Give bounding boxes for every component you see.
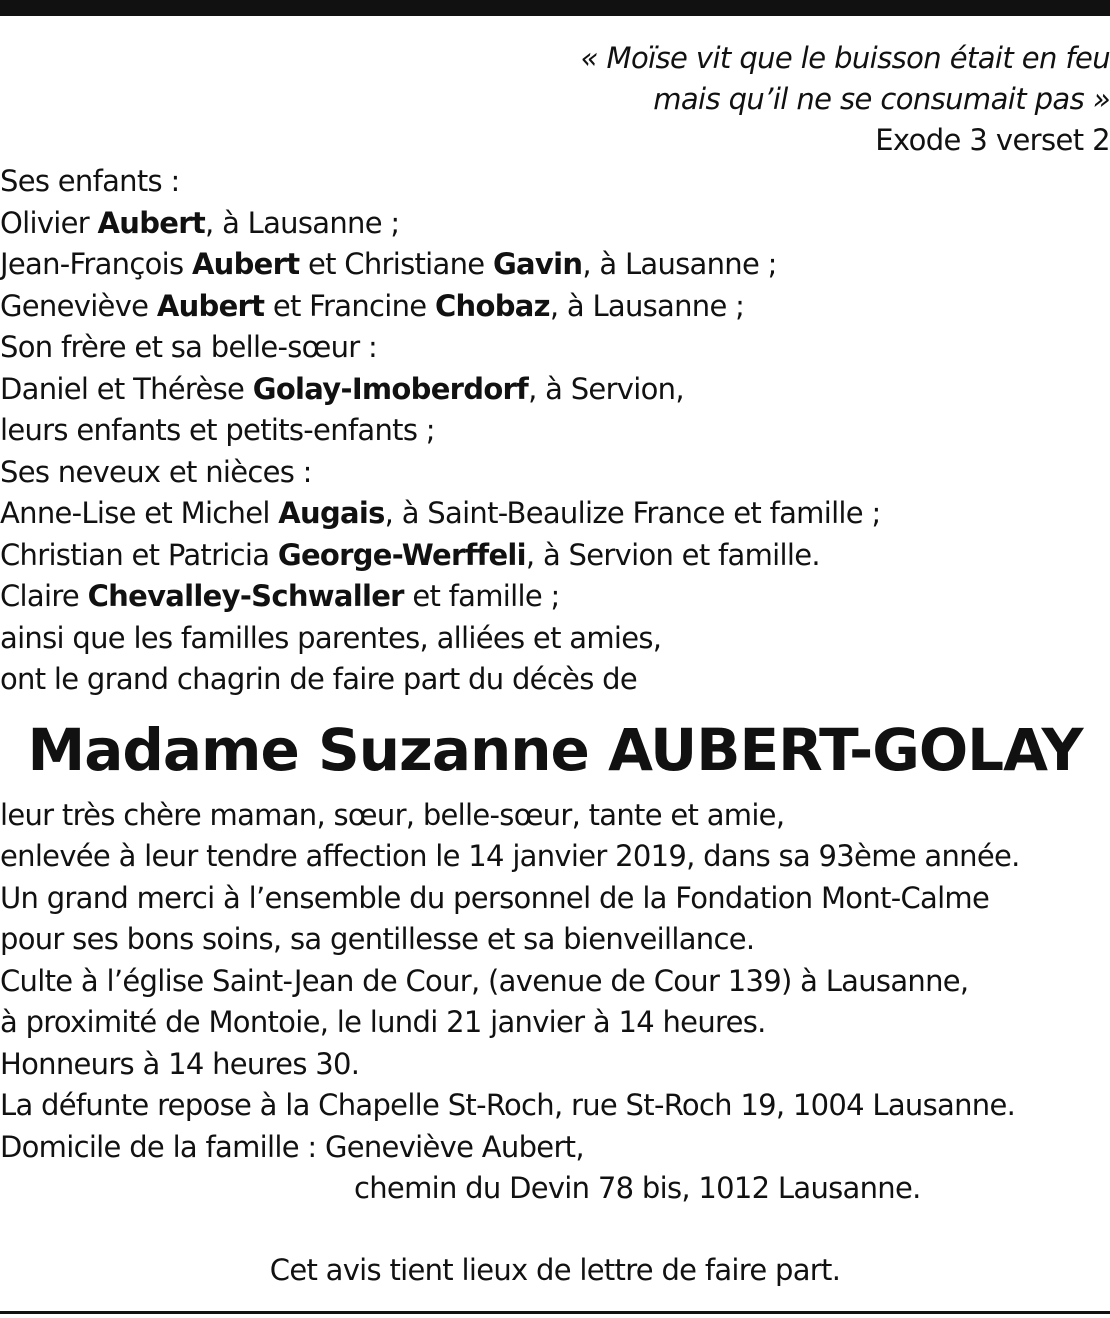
body-line: leur très chère maman, sœur, belle-sœur, tante et amie, [0,797,785,832]
text: Daniel et Thérèse [0,371,253,406]
obituary-notice [0,38,1110,1291]
text: et famille ; [403,579,560,613]
text: et Christiane [299,247,493,281]
text: , à Saint-Beaulize France et famille ; [384,496,881,530]
surname: Aubert [97,205,206,240]
surname: Chobaz [434,288,550,323]
body-line: Un grand merci à l’ensemble du personnel de la Fondation Mont-Calme [0,880,990,915]
epigraph [0,38,1110,161]
body-line: Domicile de la famille : Geneviève Aubert, [0,1129,584,1164]
family-line: ont le grand chagrin de faire part du décès de [0,662,637,696]
family-line [0,244,1110,286]
body-line: Honneurs à 14 heures 30. [0,1046,360,1081]
body-line: La défunte repose à la Chapelle St-Roch, rue St-Roch 19, 1004 Lausanne. [0,1088,1016,1122]
surname: Gavin [492,247,583,281]
body-line-address: chemin du Devin 78 bis, 1012 Lausanne. [354,1171,921,1205]
text: Anne-Lise et Michel [0,496,279,530]
family-line [0,286,1110,328]
nephews-heading: Ses neveux et nièces : [0,454,312,489]
family-line [0,576,1110,618]
bottom-rule [0,1311,1110,1314]
text: Claire [0,579,88,613]
family-line [0,369,1110,411]
surname: Golay-Imoberdorf [252,371,529,406]
surname: Chevalley-Schwaller [87,579,404,613]
text: Geneviève [0,288,157,323]
family-line [0,203,1110,245]
text: , à Servion et famille. [525,537,820,572]
epigraph-reference: Exode 3 verset 2 [875,123,1110,157]
surname: Aubert [156,288,265,323]
body-line: Culte à l’église Saint-Jean de Cour, (avenue de Cour 139) à Lausanne, [0,963,969,998]
deceased-name: Madame Suzanne AUBERT-GOLAY [27,715,1083,784]
text: et Francine [264,288,435,323]
text: Olivier [0,205,98,240]
body-line: pour ses bons soins, sa gentillesse et sa bienveillance. [0,922,755,956]
children-heading: Ses enfants : [0,164,180,198]
family-line [0,493,1110,535]
text: , à Lausanne ; [549,288,745,323]
text: , à Lausanne ; [205,205,400,240]
family-line [0,535,1110,577]
family-list [0,161,1110,701]
family-line: ainsi que les familles parentes, alliées et amies, [0,620,662,655]
text: , à Servion, [528,371,684,406]
notice-body [0,795,1110,1210]
epigraph-line-1: « Moïse vit que le buisson était en feu [580,41,1110,75]
family-line: leurs enfants et petits-enfants ; [0,413,435,447]
surname: Augais [278,496,385,530]
text: Christian et Patricia [0,537,278,572]
surname: George-Werffeli [277,537,526,572]
epigraph-line-2: mais qu’il ne se consumait pas » [653,82,1110,116]
top-rule [0,0,1110,16]
body-line: enlevée à leur tendre affection le 14 janvier 2019, dans sa 93ème année. [0,839,1020,873]
sibling-heading: Son frère et sa belle-sœur : [0,330,378,364]
surname: Aubert [191,247,300,281]
footer-note: Cet avis tient lieux de lettre de faire part. [269,1252,841,1287]
text: , à Lausanne ; [582,247,777,281]
text: Jean-François [0,247,192,281]
body-line: à proximité de Montoie, le lundi 21 janvier à 14 heures. [0,1005,766,1039]
